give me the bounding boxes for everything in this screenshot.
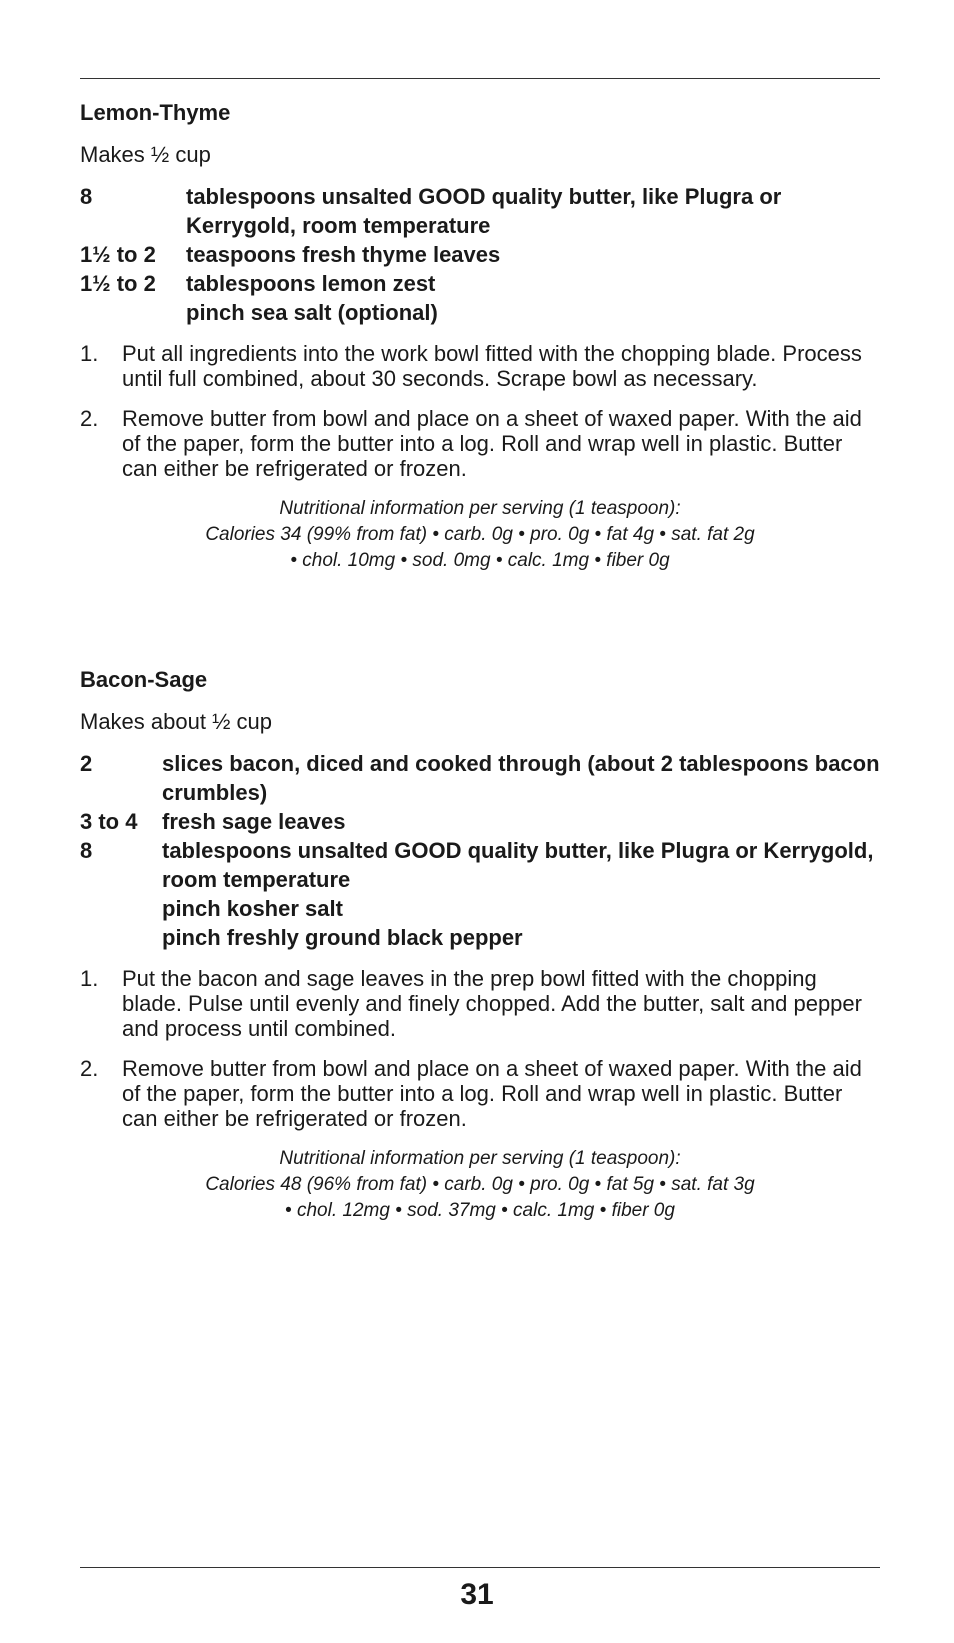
ingredient-name: tablespoons unsalted GOOD quality butter, like Plugra or Kerrygold, room temperature <box>162 838 874 892</box>
step-text: Put all ingredients into the work bowl fitted with the chopping blade. Process until full combined, about 30 seconds. Scrape bowl as necessary. <box>122 341 862 391</box>
ingredient-row <box>80 749 880 807</box>
ingredient-quantity: 1½ to 2 <box>80 271 156 296</box>
step-item <box>80 406 880 481</box>
recipe-title: Lemon-Thyme <box>80 100 231 125</box>
step-list <box>80 341 880 481</box>
ingredient-row <box>80 894 880 923</box>
recipe-bacon-sage <box>80 665 880 1224</box>
ingredient-name: pinch sea salt (optional) <box>186 300 438 325</box>
nutrition-heading: Nutritional information per serving (1 teaspoon): <box>279 1148 681 1169</box>
ingredient-row <box>80 807 880 836</box>
step-list <box>80 966 880 1131</box>
ingredient-quantity <box>80 298 186 327</box>
ingredient-row <box>80 182 880 240</box>
step-item <box>80 341 880 391</box>
ingredient-quantity: 1½ to 2 <box>80 242 156 267</box>
ingredient-name: tablespoons unsalted GOOD quality butter, like Plugra or Kerrygold, room temperature <box>186 184 782 238</box>
ingredient-row <box>80 836 880 894</box>
nutrition-info <box>80 496 880 574</box>
nutrition-line: Calories 34 (99% from fat) • carb. 0g • pro. 0g • fat 4g • sat. fat 2g <box>205 524 755 545</box>
step-number: 2. <box>80 1056 99 1081</box>
step-item <box>80 966 880 1041</box>
ingredient-name: tablespoons lemon zest <box>186 271 436 296</box>
ingredient-name: teaspoons fresh thyme leaves <box>186 242 501 267</box>
ingredient-name: pinch freshly ground black pepper <box>162 925 523 950</box>
ingredient-quantity <box>80 923 162 952</box>
ingredient-row <box>80 269 880 298</box>
step-text: Put the bacon and sage leaves in the prep bowl fitted with the chopping blade. Pulse until evenly and finely chopped. Add the butter, salt and pepper and process until combined. <box>122 966 862 1041</box>
ingredient-name: slices bacon, diced and cooked through (about 2 tablespoons bacon crumbles) <box>162 751 880 805</box>
nutrition-line: • chol. 12mg • sod. 37mg • calc. 1mg • fiber 0g <box>285 1200 675 1221</box>
recipe-yield: Makes about ½ cup <box>80 709 273 734</box>
ingredient-row <box>80 923 880 952</box>
ingredient-quantity: 2 <box>80 751 93 776</box>
ingredient-row <box>80 298 880 327</box>
ingredient-quantity: 3 to 4 <box>80 809 138 834</box>
step-text: Remove butter from bowl and place on a sheet of waxed paper. With the aid of the paper, form the butter into a log. Roll and wrap well in plastic. Butter can either be refrigerated or frozen. <box>122 1056 862 1131</box>
nutrition-line: • chol. 10mg • sod. 0mg • calc. 1mg • fiber 0g <box>290 550 670 571</box>
bottom-rule <box>80 1567 880 1568</box>
recipe-yield: Makes ½ cup <box>80 142 211 167</box>
recipe-title: Bacon-Sage <box>80 667 208 692</box>
ingredient-list <box>80 182 880 327</box>
step-text: Remove butter from bowl and place on a sheet of waxed paper. With the aid of the paper, form the butter into a log. Roll and wrap well in plastic. Butter can either be refrigerated or frozen. <box>122 406 862 481</box>
ingredient-name: fresh sage leaves <box>162 809 346 834</box>
nutrition-info <box>80 1146 880 1224</box>
step-number: 1. <box>80 966 99 991</box>
ingredient-quantity <box>80 894 162 923</box>
nutrition-line: Calories 48 (96% from fat) • carb. 0g • pro. 0g • fat 5g • sat. fat 3g <box>205 1174 755 1195</box>
nutrition-heading: Nutritional information per serving (1 teaspoon): <box>279 498 681 519</box>
step-number: 2. <box>80 406 99 431</box>
step-item <box>80 1056 880 1131</box>
ingredient-row <box>80 240 880 269</box>
ingredient-list <box>80 749 880 952</box>
page-number: 31 <box>460 1578 494 1611</box>
step-number: 1. <box>80 341 99 366</box>
ingredient-quantity: 8 <box>80 838 93 863</box>
ingredient-quantity: 8 <box>80 184 93 209</box>
top-rule <box>80 78 880 79</box>
recipe-lemon-thyme <box>80 98 880 574</box>
ingredient-name: pinch kosher salt <box>162 896 343 921</box>
